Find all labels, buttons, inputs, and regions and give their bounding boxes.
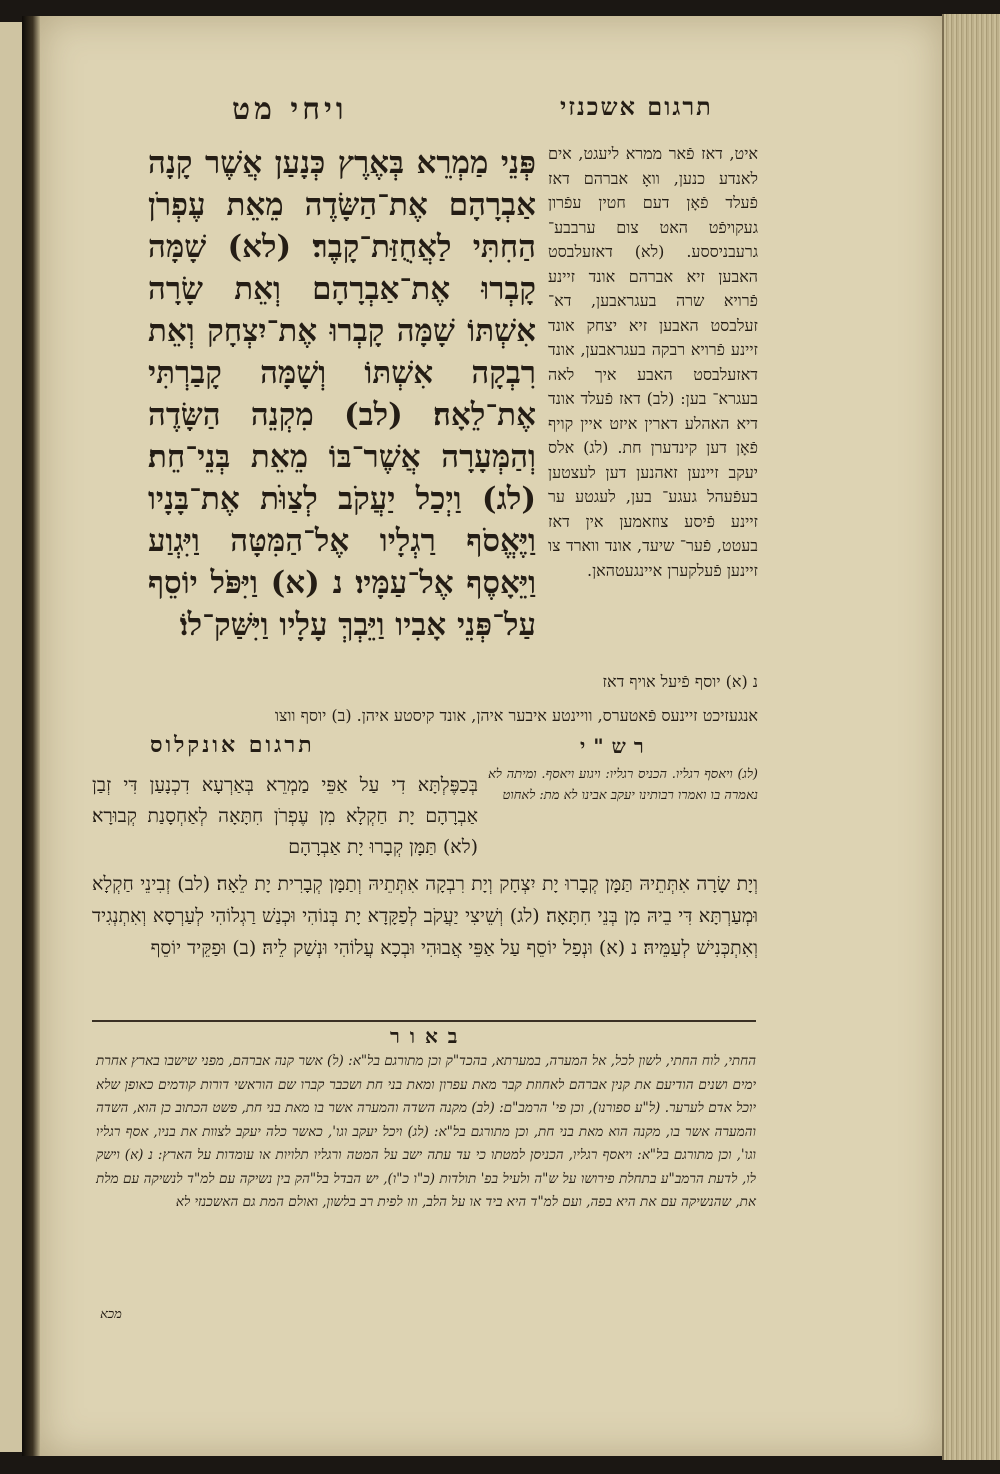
running-header-right: תרגום אשכנזי [560,92,713,121]
page-edges [942,14,1000,1460]
onkelos-text: בְּכַפֶּלְתָּא דִי עַל אַפֵּי מַמְרֵא בְּאַרְעָא דִכְנָעַן דִּי זְבַן אַבְרָהָם יָת חַקְלָא מִן עֶפְרֹן חִתָּאָה לְאַחְסָנַת קְבוּרָא׃ (לא) תַּמָּן קְבָרוּ יָת אַבְרָהָם [92,774,478,858]
biur-title: באור [390,1024,468,1048]
onkelos-continuation [92,868,758,964]
translation-full-line: אנגעזיכט זיינעס פֿאטערס, וויינטע איבער איהן, אונד קיסטע איהן. (ב) יוסף ווצו [274,706,758,725]
rashi-text: (לג) ויאסף רגליו. הכניס רגליו: ויגוע ויאסף. ומיתה לא נאמרה בו ואמרו רבותינו יעקב אבינו לא מת: לאחוט [488,767,758,803]
torah-text-column [148,142,536,646]
catchword: מכא [100,1307,122,1322]
facing-page-edge [0,22,22,1452]
translation-text: איט, דאז פֿאר ממרא ליעגט, אים לאנדע כנען, וואָ אברהם דאז פֿעלד פֿאָן דעם חטין עפֿרון געקויפֿט האט צום ערבבע־ גרעבניססע. (לא) דאזעלבסט האבען זיא אברהם אונד זיינע פֿרויא שרה בעגראבען, דא־ זעלבסט האבען זיא יצחק אונד זיינע פֿרויא רבקה בעגראבען, אונד דאזעלבסט האבע איך לאה בעגרא־ בען: (לב) דאז פֿעלד אונד דיא האהלע דארין איזט איין קויף פֿאָן דען קינדערן חת. (לג) אלס יעקב זיינען זאהנען דען לעצטען בעפֿעהל געגע־ בען, לעגטע ער זיינע פֿיסע צוזאמען אין דאז בעטט, פֿער־ שיעד, אונד ווארד צו זיינען פֿעלקערן איינגעטהאן. [548,144,758,580]
onkelos-column [92,770,478,863]
biur-text: החתי, לוח החתי, לשון לכל, אל המערה, במערתא, בהכד"ק וכן מתורגם בל"א: (ל) אשר קנה אברהם, מפני שישבו בארץ אחרת ימים ושנים הודיעם את קנין אברהם לאחוזת קבר מאת עפרון ומאת בני חת ושכבר קברו שם הוראשי דורות קודמים כאופן שלא יוכל אדם לערער. (ל"ע ספורנו), וכן פי' הרמב"ם: (לב) מקנה השדה והמערה אשר בו מאת בני חת, פשט הכתוב כן הוא, השדה והמערה אשר בו, מקנה הוא מאת בני חת, וכן מתורגם בל"א: (לג) ויכל יעקב וגו', כאשר כלה יעקב לצוות את בניו, אסף רגליו וגו', וכן מתורגם בל"א: ויאסף רגליו, הכניסן למטתו כי עד עתה ישב על המטה ורגליו תלויות או עומדות על הארץ: נ (א) וישק לו, לדעת הרמב"ע בתחלת פירושו על ש"ה ולעיל בפ' תולדות (כ"ו כ"ו), יש הבדל בל"הק בין נשיקה עם למ"ד לנשיקה עם מלת את, שהנשיקה עם את היא בפה, ועם למ"ד היא ביד או על הלב, וזו לפית רב בלשון, ואולם המת גם האשכנזי לא [96,1053,757,1210]
translation-column [548,142,758,583]
onkelos-text-wide: וְיָת שָׂרָה אִתְּתֵיהּ תַּמָּן קְבָרוּ יָת יִצְחָק וְיָת רִבְקָה אִתְּתֵיהּ וְתַמָּן קְבָרִית יָת לֵאָה׃ (לב) זְבִינֵי חַקְלָא וּמְעַרְתָּא דִּי בֵיהּ מִן בְּנֵי חִתָּאָה׃ (לג) וְשֵׁיצִי יַעֲקֹב לְפַקָּדָא יָת בְּנוֹהִי וּכְנַשׁ רַגְלוֹהִי לְעַרְסָא וְאִתְנְגִיד וְאִתְכְּנִישׁ לְעַמֵּיהּ׃ נ (א) וּנְפַל יוֹסֵף עַל אַפֵּי אֲבוּהִי וּבְכָא עֲלוֹהִי וּנְשַׁק לֵיהּ׃ (ב) וּפַקֵּיד יוֹסֵף [92,873,758,959]
rashi-title: רש"י [580,734,652,758]
translation-continuation: נ (א) יוסף פֿיעל אויף דאז [602,672,758,691]
onkelos-title: תרגום אונקלוס [150,732,315,758]
torah-text: פְּנֵי מַמְרֵא בְּאֶרֶץ כְּנָעַן אֲשֶׁר קָנָה אַבְרָהָם אֶת־הַשָּׂדֶה מֵאֵת עֶפְרֹן הַחִתִּי לַאֲחֻזַּת־קָבֶר׃ (לא) שָׁמָּה קָבְרוּ אֶת־אַבְרָהָם וְאֵת שָׂרָה אִשְׁתּוֹ שָׁמָּה קָבְרוּ אֶת־יִצְחָק וְאֵת רִבְקָה אִשְׁתּוֹ וְשָׁמָּה קָבַרְתִּי אֶת־לֵאָה׃ (לב) מִקְנֵה הַשָּׂדֶה וְהַמְּעָרָה אֲשֶׁר־בּוֹ מֵאֵת בְּנֵי־חֵת׃ (לג) וַיְכַל יַעֲקֹב לְצַוֺּת אֶת־בָּנָיו וַיֶּאֱסֹף רַגְלָיו אֶל־הַמִּטָּה וַיִּגְוַע וַיֵּאָסֶף אֶל־עַמָּיו׃ נ (א) וַיִּפֹּל יוֹסֵף עַל־פְּנֵי אָבִיו וַיֵּבְךְּ עָלָיו וַיִּשַּׁק־לוֹ׃ [148,145,536,643]
book-gutter [22,16,40,1456]
rashi-column [488,764,758,806]
biur-commentary [96,1050,756,1215]
section-divider [92,1020,756,1022]
running-header-left: ויחי מט [232,92,348,127]
